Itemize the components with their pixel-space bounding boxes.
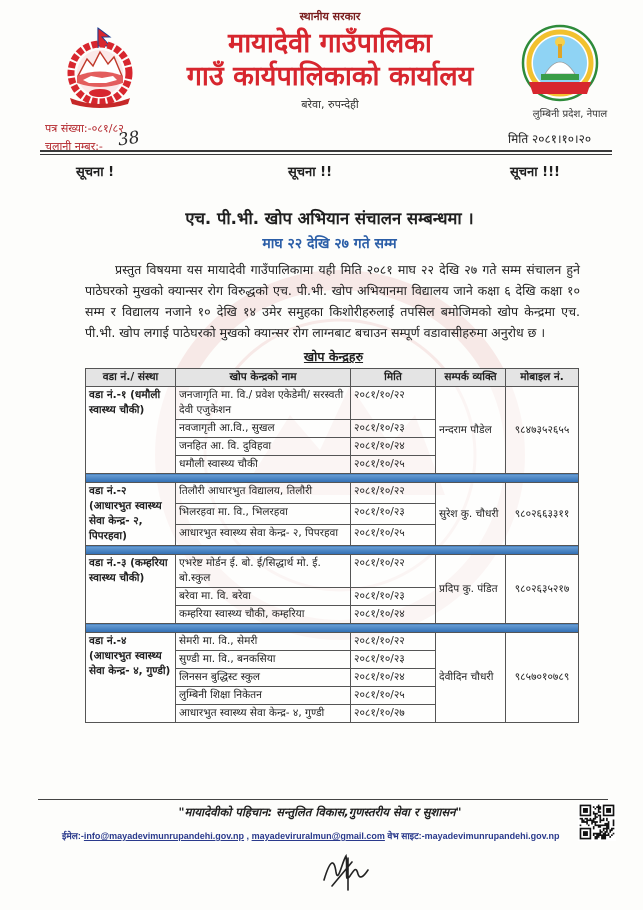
table-row <box>86 633 579 651</box>
table-row <box>86 555 579 588</box>
header-center-name: खोप केन्द्रको नाम <box>176 369 351 387</box>
table-row <box>86 387 579 420</box>
center-date-cell: २०८१/१०/२२ <box>351 483 436 504</box>
logo-stupa-spire <box>558 44 562 58</box>
ward-cell: वडा नं.-३ (कम्हरिया स्वास्थ्य चौकी) <box>86 555 176 624</box>
subject-title: एच. पी.भी. खोप अभियान संचालन सम्बन्धमा । <box>185 209 474 228</box>
signature <box>318 850 372 892</box>
center-date-cell: २०८१/१०/२३ <box>351 504 436 525</box>
center-name-cell: लुम्बिनी शिक्षा निकेतन <box>176 687 351 705</box>
office-name: मायादेवी गाउँपालिका <box>228 28 432 59</box>
ward-separator-cell <box>86 546 579 555</box>
mobile-number-cell: ९८४७३५२६५५ <box>506 387 579 474</box>
letter-number: पत्र संख्या:-०८१/८२ <box>45 122 124 135</box>
header-divider <box>40 150 612 155</box>
center-date-cell: २०८१/१०/२२ <box>351 387 436 420</box>
local-government-label: स्थानीय सरकार <box>299 10 361 23</box>
notice-row <box>0 160 643 186</box>
ward-cell: वडा नं.-२ (आधारभुत स्वास्थ्य सेवा केन्द्र- २, पिपरहवा) <box>86 483 176 546</box>
letter-date: मिति २०८१।१०।२० <box>508 132 592 146</box>
footer-motto: "मायादेवीको पहिचान: सन्तुलित विकास,गुणस्तरीय सेवा र सुशासन" <box>178 805 462 819</box>
website-label: वेभ साइट:- <box>387 831 425 841</box>
center-date-cell: २०८१/१०/२५ <box>351 687 436 705</box>
mobile-number-cell: ९८०२६३५२१७ <box>506 555 579 624</box>
email-separator: , <box>246 831 250 841</box>
campaign-dates: माघ २२ देखि २७ गते सम्म <box>262 236 397 252</box>
main-content <box>0 160 643 723</box>
ward-separator-band <box>86 546 579 555</box>
website-link[interactable]: mayadevimunrupandehi.gov.np <box>424 831 560 841</box>
center-name-cell: लिनसन बुद्धिस्ट स्कुल <box>176 669 351 687</box>
header-ward: वडा नं./ संस्था <box>86 369 176 387</box>
center-date-cell: २०८१/१०/२४ <box>351 606 436 624</box>
emblem-handshake <box>89 89 111 97</box>
footer-contact-line <box>62 829 574 842</box>
center-date-cell: २०८१/१०/२४ <box>351 438 436 456</box>
mobile-number-cell: ९८०२६६३३११ <box>506 483 579 546</box>
center-date-cell: २०८१/१०/२५ <box>351 525 436 546</box>
footer-divider <box>38 799 608 800</box>
table-body <box>86 387 579 723</box>
mobile-number-cell: ९८५७०१०७८९ <box>506 633 579 723</box>
ward-separator-cell <box>86 474 579 483</box>
contact-person-cell: प्रदिप कु. पंडित <box>436 555 506 624</box>
center-date-cell: २०८१/१०/२५ <box>351 456 436 474</box>
center-name-cell: बरेवा मा. वि. बरेवा <box>176 588 351 606</box>
ward-separator-band <box>86 474 579 483</box>
ward-separator-cell <box>86 624 579 633</box>
contact-person-cell: देवीदिन चौधरी <box>436 633 506 723</box>
vaccination-centers-table <box>85 368 579 723</box>
table-header-row <box>86 369 579 387</box>
center-date-cell: २०८१/१०/२७ <box>351 705 436 723</box>
center-date-cell: २०८१/१०/२२ <box>351 633 436 651</box>
center-name-cell: धमौली स्वास्थ्य चौकी <box>176 456 351 474</box>
center-name-cell: आधारभुत स्वास्थ्य सेवा केन्द्र- २, पिपरहवा <box>176 525 351 546</box>
email-link-info[interactable]: info@mayadevimunrupandehi.gov.np <box>83 831 245 841</box>
contact-person-cell: नन्दराम पौडेल <box>436 387 506 474</box>
center-name-cell: आधारभुत स्वास्थ्य सेवा केन्द्र- ४, गुण्डी <box>176 705 351 723</box>
notice-label-right: सूचना !!! <box>510 165 560 180</box>
ward-cell: वडा नं.-४ (आधारभुत स्वास्थ्य सेवा केन्द्र- ४, गुण्डी) <box>86 633 176 723</box>
center-name-cell: जनहित आ. वि. दुविहवा <box>176 438 351 456</box>
ward-cell: वडा नं.-१ (धमौली स्वास्थ्य चौकी) <box>86 387 176 474</box>
center-name-cell: तिलौरी आधारभुत विद्यालय, तिलौरी <box>176 483 351 504</box>
center-date-cell: २०८१/१०/२३ <box>351 588 436 606</box>
center-date-cell: २०८१/१०/२३ <box>351 651 436 669</box>
notice-label-center: सूचना !! <box>288 165 333 180</box>
center-name-cell: जनजागृति मा. वि./ प्रवेश एकेडेमी/ सरस्वती देवी एजुकेशन <box>176 387 351 420</box>
table-caption: खोप केन्द्रहरु <box>303 349 364 364</box>
center-name-cell: भिलरहवा मा. वि., भिलरहवा <box>176 504 351 525</box>
office-subtitle: गाउँ कार्यपालिकाको कार्यालय <box>186 61 474 92</box>
table-row <box>86 483 579 504</box>
office-address: बरेवा, रुपन्देही <box>301 98 359 111</box>
center-name-cell: एभरेष्ट मोर्डन ई. बो. ई/सिद्धार्थ मो. ई. बो.स्कुल <box>176 555 351 588</box>
center-name-cell: सुण्डी मा. वि., बनकसिया <box>176 651 351 669</box>
notice-body: प्रस्तुत विषयमा यस मायादेवी गाउँपालिकामा यही मिति २०८१ माघ २२ देखि २७ गते सम्म संचालन हुने पाठेघरको मुखको क्यान्सर रोग विरुद्धको एच. पी.भी. खोप अभियानमा विद्यालय जाने कक्षा ६ देखि कक्षा १० सम्म र विद्यालय नजाने १० देखि १४ उमेर समुहका किशोरीहरुलाई तपसिल बमोजिमको खोप केन्द्रमा एच. पी.भी. खोप लगाई पाठेघरको मुखको क्यान्सर रोग लाग्नबाट बचाउन सम्पूर्ण वडावासीहरुमा अनुरोध छ । <box>85 262 580 340</box>
center-name-cell: नवजागृती आ.वि., सुखल <box>176 420 351 438</box>
header-contact-person: सम्पर्क व्यक्ति <box>436 369 506 387</box>
contact-person-cell: सुरेश कु. चौधरी <box>436 483 506 546</box>
header-mobile: मोबाइल नं. <box>506 369 579 387</box>
center-date-cell: २०८१/१०/२२ <box>351 555 436 588</box>
province-label: लुम्बिनी प्रदेश, नेपाल <box>532 109 608 120</box>
email-link-gmail[interactable]: mayadeviruralmun@gmail.com <box>251 831 385 841</box>
ward-separator-band <box>86 624 579 633</box>
center-date-cell: २०८१/१०/२४ <box>351 669 436 687</box>
signature-stroke <box>324 856 368 890</box>
center-name-cell: कम्हरिया स्वास्थ्य चौकी, कम्हरिया <box>176 606 351 624</box>
qr-code-icon[interactable] <box>578 803 616 841</box>
dispatch-number-handwritten: 38 <box>116 127 141 151</box>
notice-label-left: सूचना ! <box>76 165 115 180</box>
email-label: ईमेल:- <box>62 831 84 841</box>
header-date: मिति <box>351 369 436 387</box>
center-name-cell: सेमरी मा. वि., सेमरी <box>176 633 351 651</box>
dispatch-number-label: चलानी नम्बर:- <box>45 140 103 153</box>
center-date-cell: २०८१/१०/२३ <box>351 420 436 438</box>
logo-green-base <box>541 74 579 80</box>
